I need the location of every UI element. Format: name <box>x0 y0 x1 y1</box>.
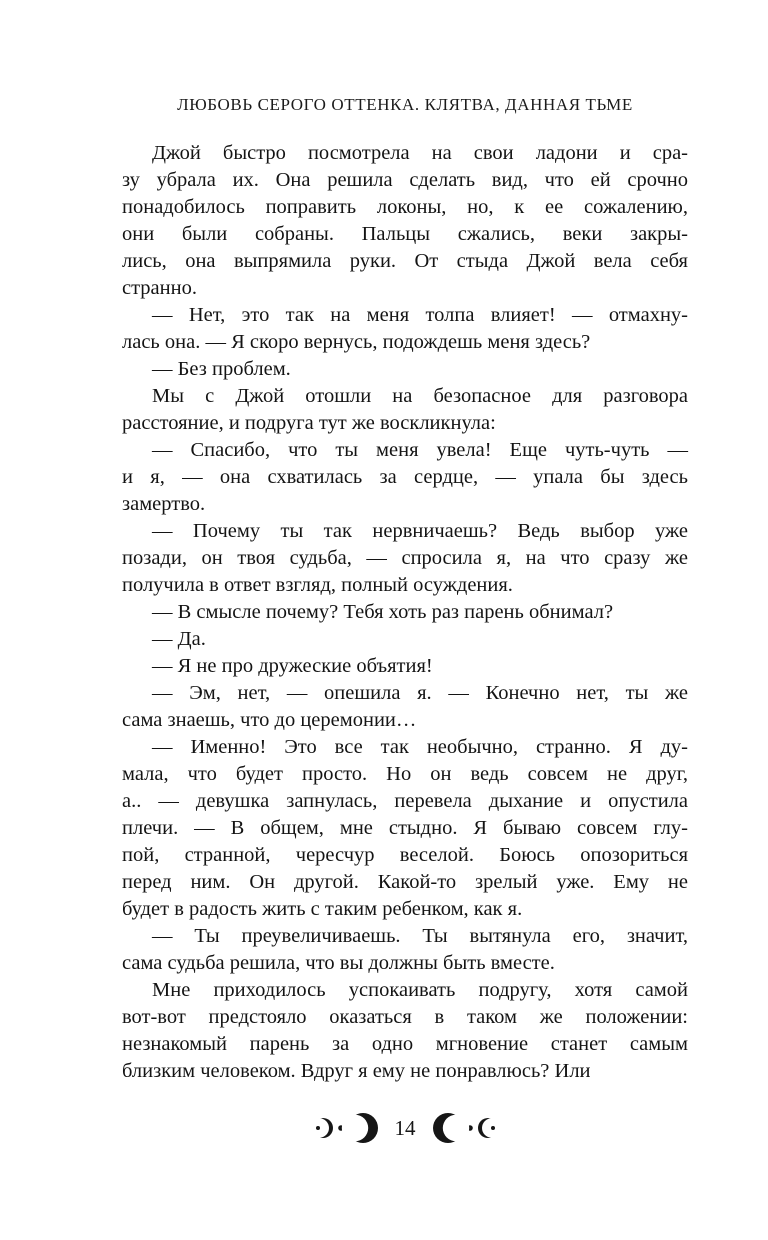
text-line: — Почему ты так нервничаешь? Ведь выбор уже <box>152 520 688 542</box>
text-line: — Нет, это так на меня толпа влияет! — отмахну- <box>152 304 688 326</box>
text-line: замертво. <box>122 493 206 515</box>
paragraph <box>122 599 688 626</box>
text-line: Джой быстро посмотрела на свои ладони и сра- <box>152 142 688 164</box>
text-line: — Ты преувеличиваешь. Ты вытянула его, значит, <box>152 925 688 947</box>
running-title: ЛЮБОВЬ СЕРОГО ОТТЕНКА. КЛЯТВА, ДАННАЯ ТЬМЕ <box>177 95 633 114</box>
paragraph <box>122 626 688 653</box>
text-line: лись, она выпрямила руки. От стыда Джой вела себя <box>122 250 688 272</box>
text-line: плечи. — В общем, мне стыдно. Я бываю совсем глу- <box>122 817 688 839</box>
text-line: зу убрала их. Она решила сделать вид, что ей срочно <box>122 169 688 191</box>
waxing-crescent-moons-icon <box>305 1108 379 1148</box>
text-line: и я, — она схватилась за сердце, — упала бы здесь <box>122 466 688 488</box>
text-line: позади, он твоя судьба, — спросила я, на что сразу же <box>122 547 688 569</box>
waning-crescent-moons-icon <box>432 1108 506 1148</box>
text-line: мала, что будет просто. Но он ведь совсем не друг, <box>122 763 688 785</box>
paragraph <box>122 680 688 734</box>
paragraph <box>122 302 688 356</box>
text-line: они были собраны. Пальцы сжались, веки закры- <box>122 223 688 245</box>
paragraph <box>122 140 688 302</box>
text-line: — Да. <box>152 628 206 650</box>
text-line: близким человеком. Вдруг я ему не понравлюсь? Или <box>122 1060 591 1082</box>
paragraph <box>122 383 688 437</box>
text-line: — Именно! Это все так необычно, странно. Я ду- <box>152 736 688 758</box>
text-line: перед ним. Он другой. Какой-то зрелый уже. Ему не <box>122 871 688 893</box>
text-line: лась она. — Я скоро вернусь, подождешь меня здесь? <box>122 331 591 353</box>
text-line: вот-вот предстояло оказаться в таком же положении: <box>122 1006 688 1028</box>
body-text <box>122 140 688 1085</box>
text-line: — В смысле почему? Тебя хоть раз парень обнимал? <box>152 601 614 623</box>
text-line: пой, странной, чересчур веселой. Боюсь опозориться <box>122 844 688 866</box>
text-line: понадобилось поправить локоны, но, к ее сожалению, <box>122 196 688 218</box>
text-line: а.. — девушка запнулась, перевела дыхание и опустила <box>122 790 688 812</box>
text-line: — Спасибо, что ты меня увела! Еще чуть-чуть — <box>152 439 688 461</box>
paragraph <box>122 923 688 977</box>
text-line: получила в ответ взгляд, полный осуждения. <box>122 574 513 596</box>
text-line: Мне приходилось успокаивать подругу, хотя самой <box>152 979 688 1001</box>
text-line: странно. <box>122 277 197 299</box>
paragraph <box>122 977 688 1085</box>
text-line: расстояние, и подруга тут же воскликнула: <box>122 412 496 434</box>
text-line: — Эм, нет, — опешила я. — Конечно нет, ты же <box>152 682 688 704</box>
text-line: — Я не про дружеские объятия! <box>152 655 433 677</box>
text-line: сама судьба решила, что вы должны быть вместе. <box>122 952 555 974</box>
paragraph <box>122 518 688 599</box>
page-footer <box>122 1106 688 1150</box>
text-line: сама знаешь, что до церемонии… <box>122 709 417 731</box>
page-number: 14 <box>394 1115 416 1140</box>
paragraph <box>122 653 688 680</box>
text-line: — Без проблем. <box>152 358 291 380</box>
paragraph <box>122 437 688 518</box>
paragraph <box>122 356 688 383</box>
paragraph <box>122 734 688 923</box>
dot-icon <box>316 1126 320 1130</box>
text-line: незнакомый парень за одно мгновение станет самым <box>122 1033 688 1055</box>
text-line: будет в радость жить с таким ребенком, как я. <box>122 898 523 920</box>
text-line: Мы с Джой отошли на безопасное для разговора <box>152 385 688 407</box>
